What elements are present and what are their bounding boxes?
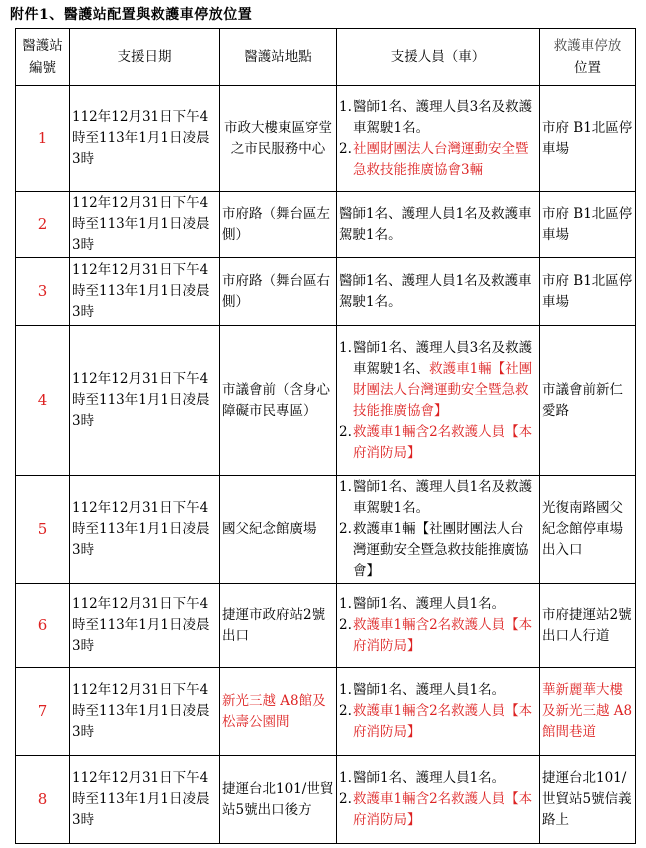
staff-item-number: 1. xyxy=(339,682,352,698)
staff-item-number: 2. xyxy=(339,521,352,537)
place-cell: 捷運市政府站2號出口 xyxy=(220,584,337,668)
date-cell: 112年12月31日下午4時至113年1月1日凌晨3時 xyxy=(70,476,220,584)
place-cell: 市府路（舞台區左側） xyxy=(220,192,337,258)
header-park xyxy=(540,29,636,86)
staff-list-item xyxy=(339,204,537,246)
staff-cell xyxy=(337,86,540,192)
staff-list-item xyxy=(339,789,537,831)
table-row xyxy=(16,668,636,756)
staff-list-item xyxy=(339,680,537,701)
staff-list-item xyxy=(339,271,537,313)
date-cell: 112年12月31日下午4時至113年1月1日凌晨3時 xyxy=(70,86,220,192)
staff-cell xyxy=(337,584,540,668)
station-number-cell: 1 xyxy=(16,86,70,192)
staff-item-text: 醫師1名、護理人員1名及救護車駕駛1名。 xyxy=(353,479,533,516)
table-row xyxy=(16,326,636,476)
staff-item-text: 救護車1輛含2名救護人員【本府消防局】 xyxy=(353,791,533,828)
table-body xyxy=(16,86,636,844)
staff-item-number: 1. xyxy=(339,339,352,356)
staff-item-text-wrap xyxy=(353,701,537,743)
staff-item-text: 醫師1名、護理人員1名及救護車駕駛1名。 xyxy=(339,272,532,310)
park-location-cell: 市府 B1北區停車場 xyxy=(540,192,636,258)
header-park-line1: 救護車停放 xyxy=(553,38,622,54)
table-row xyxy=(16,258,636,326)
staff-cell xyxy=(337,756,540,844)
staff-item-number: 1. xyxy=(339,479,352,495)
station-number-cell: 3 xyxy=(16,258,70,326)
staff-item-number: 1. xyxy=(339,98,352,115)
staff-cell xyxy=(337,476,540,584)
staff-item-text: 醫師1名、護理人員1名。 xyxy=(353,596,506,612)
staff-item-text: 救護車1輛含2名救護人員【本府消防局】 xyxy=(353,617,533,654)
staff-item-text-wrap xyxy=(353,139,537,181)
table-row xyxy=(16,756,636,844)
staff-list-item xyxy=(339,477,537,519)
header-staff: 支援人員（車） xyxy=(337,29,540,86)
date-cell: 112年12月31日下午4時至113年1月1日凌晨3時 xyxy=(70,258,220,326)
park-location-cell: 華新麗華大樓及新光三越 A8館間巷道 xyxy=(540,668,636,756)
header-place: 醫護站地點 xyxy=(220,29,337,86)
staff-list-item xyxy=(339,97,537,139)
place-cell: 市議會前（含身心障礙市民專區） xyxy=(220,326,337,476)
station-number-cell: 2 xyxy=(16,192,70,258)
staff-item-text: 救護車1輛含2名救護人員【本府消防局】 xyxy=(353,703,533,740)
staff-item-text-wrap xyxy=(353,97,537,139)
park-location-cell: 市府捷運站2號出口人行道 xyxy=(540,584,636,668)
date-cell: 112年12月31日下午4時至113年1月1日凌晨3時 xyxy=(70,326,220,476)
staff-cell xyxy=(337,258,540,326)
staff-item-text-wrap xyxy=(353,789,537,831)
staff-item-text-wrap xyxy=(353,422,537,464)
table-row xyxy=(16,86,636,192)
place-cell: 捷運台北101/世貿站5號出口後方 xyxy=(220,756,337,844)
staff-item-text: 救護車1輛含2名救護人員【本府消防局】 xyxy=(353,423,533,461)
staff-cell xyxy=(337,326,540,476)
park-location-cell: 市府 B1北區停車場 xyxy=(540,86,636,192)
staff-item-number: 2. xyxy=(339,617,352,633)
staff-item-number: 2. xyxy=(339,140,352,157)
station-number-cell: 6 xyxy=(16,584,70,668)
document-title: 附件1、醫護站配置與救護車停放位置 xyxy=(10,7,253,23)
staff-item-text-wrap xyxy=(339,271,537,313)
header-date: 支援日期 xyxy=(70,29,220,86)
staff-item-number: 1. xyxy=(339,770,352,786)
staff-list-item xyxy=(339,615,537,657)
header-station-no-line1: 醫護站 xyxy=(22,38,63,54)
staff-item-text: 醫師1名、護理人員3名及救護車駕駛1名、 xyxy=(353,339,533,377)
table-header-row xyxy=(16,29,636,86)
table-row xyxy=(16,476,636,584)
staff-item-text: 救護車1輛【社團財團法人台灣運動安全暨急救技能推廣協會】 xyxy=(353,521,529,579)
place-cell: 市府路（舞台區右側） xyxy=(220,258,337,326)
staff-item-text-wrap xyxy=(353,615,537,657)
staff-item-text: 醫師1名、護理人員3名及救護車駕駛1名。 xyxy=(353,98,533,136)
staff-item-text-wrap xyxy=(353,768,537,789)
date-cell: 112年12月31日下午4時至113年1月1日凌晨3時 xyxy=(70,668,220,756)
medical-station-table xyxy=(15,28,636,844)
park-location-cell: 光復南路國父紀念館停車場出入口 xyxy=(540,476,636,584)
staff-item-text: 醫師1名、護理人員1名及救護車駕駛1名。 xyxy=(339,205,532,243)
place-cell: 新光三越 A8館及松壽公園間 xyxy=(220,668,337,756)
header-station-no xyxy=(16,29,70,86)
staff-list-item xyxy=(339,338,537,422)
staff-item-text-wrap xyxy=(353,594,537,615)
park-location-cell: 捷運台北101/世貿站5號信義路上 xyxy=(540,756,636,844)
staff-item-text-wrap xyxy=(353,338,537,422)
table-row xyxy=(16,192,636,258)
staff-item-text-wrap xyxy=(353,519,537,582)
staff-item-number: 2. xyxy=(339,703,352,719)
staff-list-item xyxy=(339,422,537,464)
staff-item-text-red: 救護車1輛【社團財團法人台灣運動安全暨急救技能推廣協會】 xyxy=(353,360,533,419)
place-cell: 市政大樓東區穿堂之市民服務中心 xyxy=(220,86,337,192)
staff-list-item xyxy=(339,519,537,582)
table-row xyxy=(16,584,636,668)
date-cell: 112年12月31日下午4時至113年1月1日凌晨3時 xyxy=(70,756,220,844)
staff-cell xyxy=(337,668,540,756)
staff-item-text: 社團財團法人台灣運動安全暨急救技能推廣協會3輛 xyxy=(353,140,529,178)
staff-item-text-wrap xyxy=(339,204,537,246)
station-number-cell: 8 xyxy=(16,756,70,844)
date-cell: 112年12月31日下午4時至113年1月1日凌晨3時 xyxy=(70,584,220,668)
staff-list-item xyxy=(339,701,537,743)
staff-list-item xyxy=(339,594,537,615)
staff-list-item xyxy=(339,768,537,789)
staff-item-number: 2. xyxy=(339,791,352,807)
staff-item-number: 1. xyxy=(339,596,352,612)
staff-item-number: 2. xyxy=(339,423,352,440)
station-number-cell: 4 xyxy=(16,326,70,476)
header-park-line2: 位置 xyxy=(574,60,601,76)
staff-item-text: 醫師1名、護理人員1名。 xyxy=(353,682,506,698)
park-location-cell: 市府 B1北區停車場 xyxy=(540,258,636,326)
staff-item-text: 醫師1名、護理人員1名。 xyxy=(353,770,506,786)
staff-item-text-wrap xyxy=(353,477,537,519)
station-number-cell: 5 xyxy=(16,476,70,584)
place-cell: 國父紀念館廣場 xyxy=(220,476,337,584)
staff-item-text-wrap xyxy=(353,680,537,701)
staff-cell xyxy=(337,192,540,258)
staff-list-item xyxy=(339,139,537,181)
date-cell: 112年12月31日下午4時至113年1月1日凌晨3時 xyxy=(70,192,220,258)
header-station-no-line2: 編號 xyxy=(29,60,56,76)
station-number-cell: 7 xyxy=(16,668,70,756)
park-location-cell: 市議會前新仁愛路 xyxy=(540,326,636,476)
